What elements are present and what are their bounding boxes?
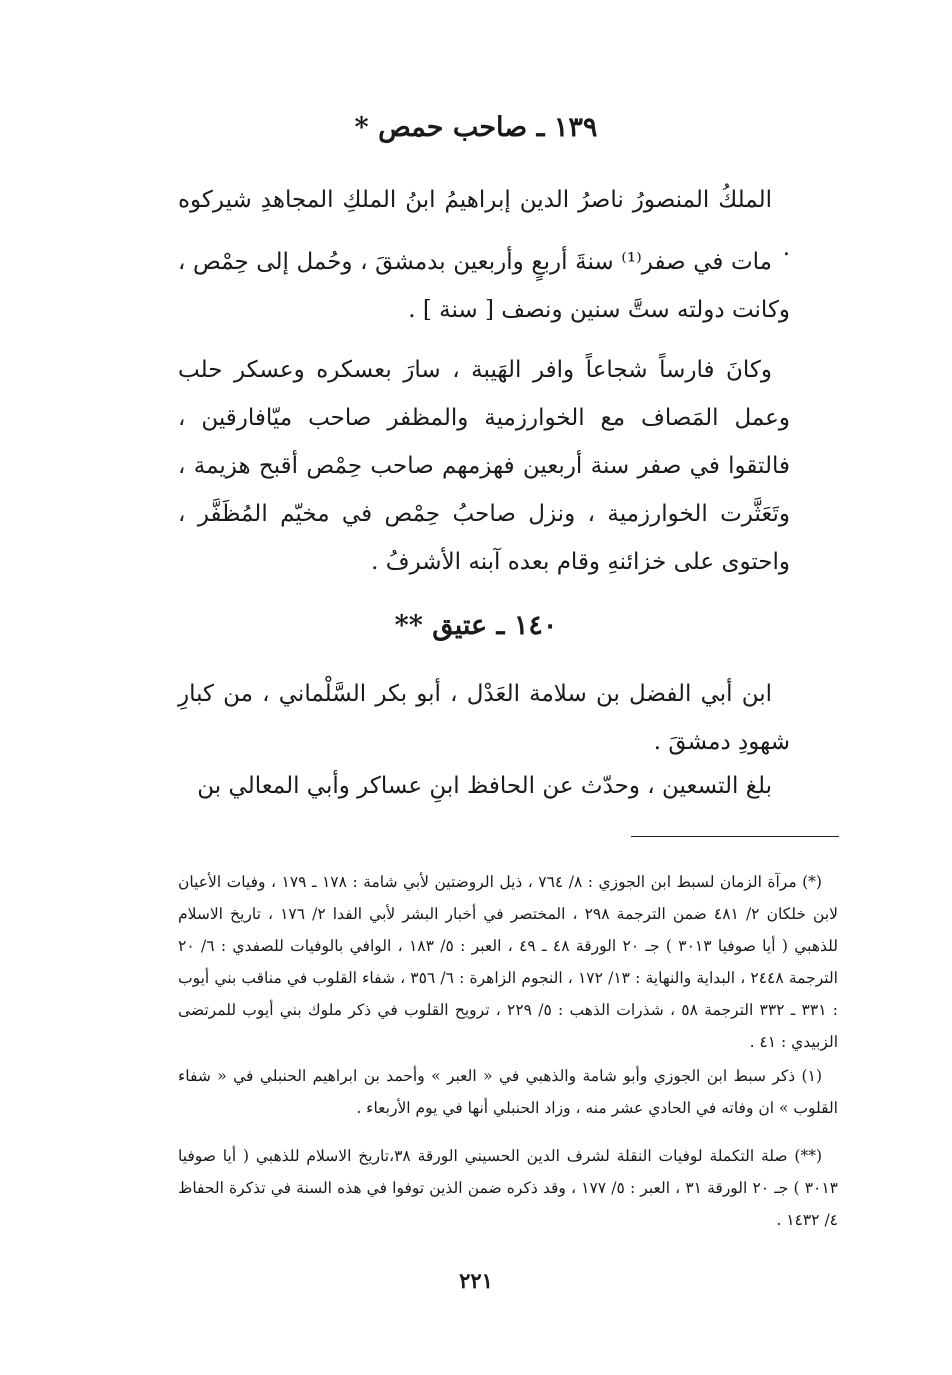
entry-139-paragraph-2: مات في صفر⁽¹⁾ سنةَ أربعٍ وأربعين بدمشقَ ، وحُمل إلى حِمْص ، وكانت دولته ستَّ سنين ونصف [ سنة ] . <box>178 249 790 323</box>
footnote-sources-140: (**) صلة التكملة لوفيات النقلة لشرف الدين الحسيني الورقة ٣٨،تاريخ الاسلام للذهبي ( أيا صوفيا ٣٠١٣ ) جـ ٢٠ الورقة ٣١ ، العبر : ٥/ ١٧٧ ، وقد ذكره ضمن الذين توفوا في هذه السنة في تذكرة الحفاظ ٤/ ١٤٣٢ . <box>178 1147 838 1229</box>
entry-139-paragraph-3: وكانَ فارساً شجاعاً وافر الهَيبة ، سارَ بعسكره وعسكر حلب وعمل المَصاف مع الخوارزمية والمظفر صاحب ميّافارقين ، فالتقوا في صفر سنة أربعين فهزمهم صاحب حِمْص أقبح هزيمة ، وتَعَثَّرت الخوارزمية ، ونزل صاحبُ حِمْص في مخيّم المُظَفَّر ، واحتوى على خزائنهِ وقام بعده آبنه الأشرفُ . <box>178 357 790 575</box>
footnote-divider <box>631 836 839 837</box>
entry-140-heading: ١٤٠ ـ عتيق ** <box>394 610 558 641</box>
entry-139-paragraph-1: الملكُ المنصورُ ناصرُ الدين إبراهيمُ ابنُ الملكِ المجاهدِ شيركوه . <box>178 187 790 261</box>
footnote-1: (١) ذكر سبط ابن الجوزي وأبو شامة والذهبي في « العبر » وأحمد بن ابراهيم الحنبلي في « شفاء القلوب » ان وفاته في الحادي عشر منه ، وزاد الحنبلي أنها في يوم الأربعاء . <box>178 1067 838 1117</box>
footnote-sources-139: (*) مرآة الزمان لسبط ابن الجوزي : ٨/ ٧٦٤ ، ذيل الروضتين لأبي شامة : ١٧٨ ـ ١٧٩ ، وفيات الأعيان لابن خلكان ٢/ ٤٨١ ضمن الترجمة ٢٩٨ ، المختصر في أخبار البشر لأبي الفدا ٢/ ١٧٦ ، تاريخ الاسلام للذهبي ( أيا صوفيا ٣٠١٣ ) جـ ٢٠ الورقة ٤٨ ـ ٤٩ ، العبر : ٥/ ١٨٣ ، الوافي بالوفيات للصفدي : ٦/ ٢٠ الترجمة ٢٤٤٨ ، البداية والنهاية : ١٣/ ١٧٢ ، النجوم الزاهرة : ٦/ ٣٥٦ ، شفاء القلوب في مناقب بني أيوب : ٣٣١ ـ ٣٣٢ الترجمة ٥٨ ، شذرات الذهب : ٥/ ٢٢٩ ، ترويح القلوب في ذكر ملوك بني أيوب للمرتضى الزبيدي : ٤١ . <box>178 873 838 1051</box>
entry-139-heading: ١٣٩ ـ صاحب حمص * <box>354 112 598 143</box>
entry-140-paragraph-1: ابن أبي الفضل بن سلامة العَدْل ، أبو بكر السَّلْماني ، من كبارِ شهودِ دمشقَ . <box>178 681 790 755</box>
page-number: ٢٢١ <box>459 1268 493 1293</box>
entry-140-paragraph-2: بلغ التسعين ، وحدّث عن الحافظ ابنِ عساكر وأبي المعالي بن <box>197 773 772 799</box>
